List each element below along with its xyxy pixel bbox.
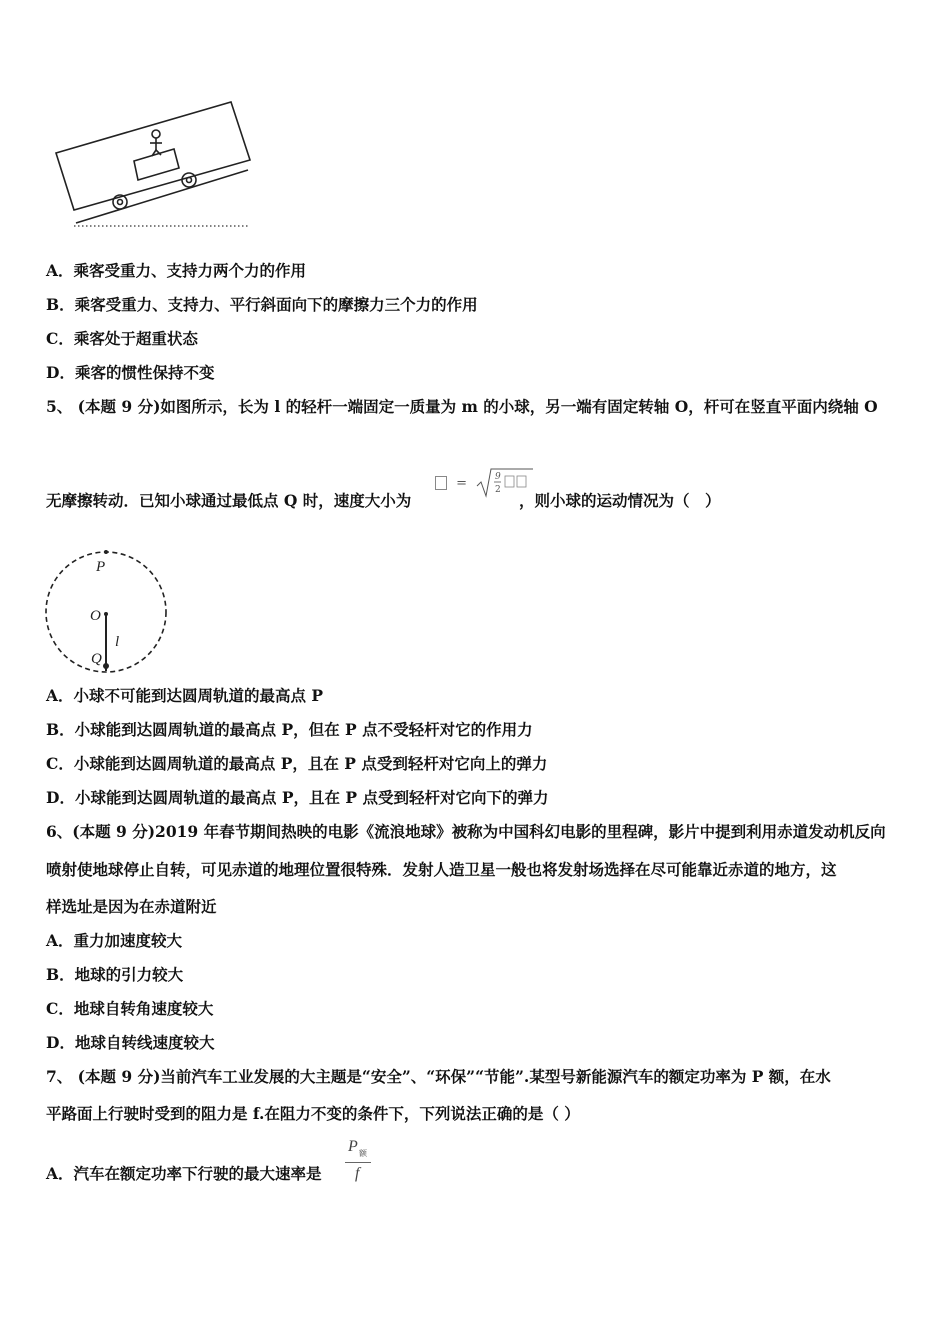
formula-var-box: [435, 476, 447, 490]
q4-option-a: A．乘客受重力、支持力两个力的作用: [46, 261, 307, 280]
circle-rod-figure: [40, 548, 175, 676]
q5-stem-line1: 5、 (本题 9 分)如图所示，长为 l 的轻杆一端固定一质量为 m 的小球，另一端有固定转轴 O，杆可在竖直平面内绕轴 O: [46, 397, 878, 416]
q7-option-a: A．汽车在额定功率下行驶的最大速率是: [46, 1164, 322, 1183]
fraction-denominator: f: [355, 1165, 360, 1182]
q6-stem-line1: 6、(本题 9 分)2019 年春节期间热映的电影《流浪地球》被称为中国科幻电影的里程碑，影片中提到利用赤道发动机反向: [46, 822, 886, 841]
q5-stem-line2-pre: 无摩擦转动．已知小球通过最低点 Q 时，速度大小为: [46, 491, 412, 510]
person-head: [152, 130, 160, 138]
q5-option-d: D．小球能到达圆周轨道的最高点 P，且在 P 点受到轻杆对它向下的弹力: [46, 788, 549, 807]
q6-option-c: C．地球自转角速度较大: [46, 999, 214, 1018]
q7-stem-line1: 7、 (本题 9 分)当前汽车工业发展的大主题是“安全”、“环保”“节能”.某型号新能源汽车的额定功率为 P 额，在水: [46, 1067, 831, 1086]
q5-option-b: B．小球能到达圆周轨道的最高点 P，但在 P 点不受轻杆对它的作用力: [46, 720, 533, 739]
formula-numerator: 9: [495, 472, 501, 482]
label-q: Q: [91, 651, 102, 667]
seat-block: [134, 149, 179, 180]
wheel-right: [182, 173, 196, 187]
q5-option-a: A．小球不可能到达圆周轨道的最高点 P: [46, 686, 324, 705]
incline-line: [76, 170, 248, 223]
q5-stem-line2-post: ，则小球的运动情况为（ ）: [519, 491, 721, 510]
q4-option-c: C．乘客处于超重状态: [46, 329, 198, 348]
q6-option-b: B．地球的引力较大: [46, 965, 184, 984]
fraction-numerator: P: [348, 1138, 358, 1155]
formula-equals: =: [456, 475, 468, 491]
point-p-dot: [104, 550, 108, 554]
q4-option-b: B．乘客受重力、支持力、平行斜面向下的摩擦力三个力的作用: [46, 295, 478, 314]
label-l: l: [115, 634, 120, 650]
fraction-numerator-subscript: 额: [359, 1149, 367, 1158]
q6-option-d: D．地球自转线速度较大: [46, 1033, 215, 1052]
label-o: O: [90, 608, 101, 624]
ball: [103, 663, 109, 669]
q6-stem-line2: 喷射使地球停止自转，可见赤道的地理位置很特殊．发射人造卫星一般也将发射场选择在尽可能靠近赤道的地方，这: [46, 860, 837, 879]
incline-car-figure: [46, 98, 256, 233]
label-p: P: [96, 559, 106, 575]
q6-option-a: A．重力加速度较大: [46, 931, 183, 950]
q6-stem-line3: 样选址是因为在赤道附近: [46, 897, 217, 916]
q7-fraction: [345, 1138, 375, 1190]
fraction-bar: [345, 1162, 371, 1163]
q5-option-c: C．小球能到达圆周轨道的最高点 P，且在 P 点受到轻杆对它向上的弹力: [46, 754, 548, 773]
formula-denominator: 2: [495, 485, 501, 495]
q7-stem-line2: 平路面上行驶时受到的阻力是 f.在阻力不变的条件下，下列说法正确的是（ ）: [46, 1104, 580, 1123]
q4-option-d: D．乘客的惯性保持不变: [46, 363, 215, 382]
point-o-dot: [104, 612, 108, 616]
